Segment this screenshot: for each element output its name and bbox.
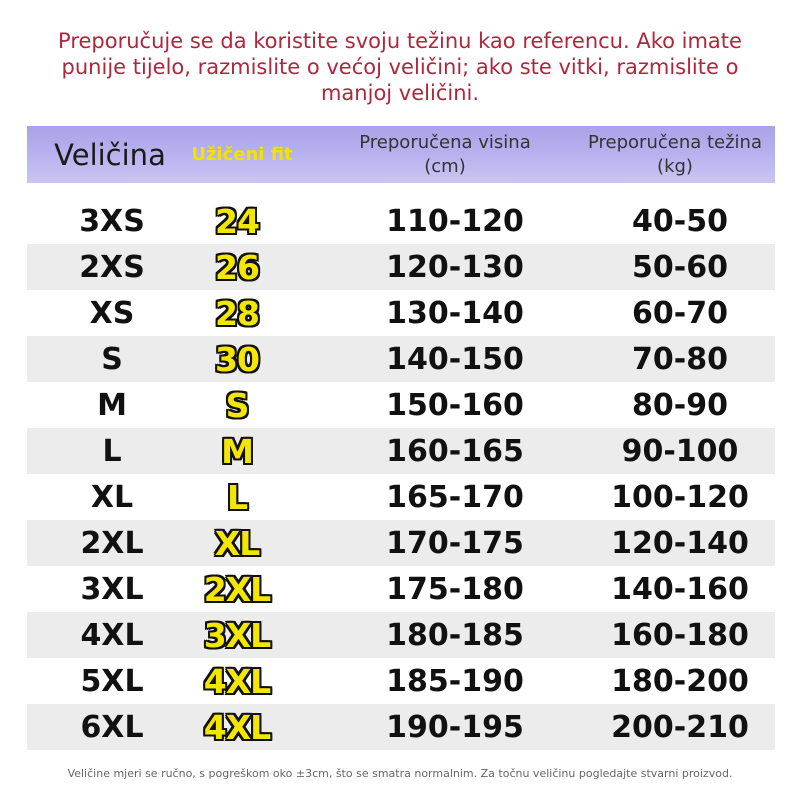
height-cell: 180-185 xyxy=(386,617,524,653)
fit-cell: L xyxy=(226,477,248,517)
weight-cell: 140-160 xyxy=(611,571,749,607)
weight-cell: 80-90 xyxy=(632,387,728,423)
table-row xyxy=(27,474,775,520)
size-cell: 2XL xyxy=(80,525,144,561)
header-size: Veličina xyxy=(54,137,166,172)
fit-cell: S xyxy=(225,385,249,425)
height-cell: 165-170 xyxy=(386,479,524,515)
weight-cell: 160-180 xyxy=(611,617,749,653)
height-cell: 190-195 xyxy=(386,709,524,745)
size-cell: 3XL xyxy=(80,571,144,607)
header-height: Preporučena visina (cm) xyxy=(359,131,531,177)
fit-cell: 4XL xyxy=(203,661,271,701)
weight-cell: 70-80 xyxy=(632,341,728,377)
size-cell: 4XL xyxy=(80,617,144,653)
weight-cell: 200-210 xyxy=(611,709,749,745)
size-cell: 5XL xyxy=(80,663,144,699)
height-cell: 175-180 xyxy=(386,571,524,607)
height-cell: 120-130 xyxy=(386,249,524,285)
measurement-footnote: Veličine mjeri se ručno, s pogreškom oko ±3cm, što se smatra normalnim. Za točnu veličinu pogledajte stvarni proizvod. xyxy=(67,767,733,780)
weight-cell: 180-200 xyxy=(611,663,749,699)
size-cell: 3XS xyxy=(79,203,145,239)
size-cell: 2XS xyxy=(79,249,145,285)
fit-cell: M xyxy=(221,431,253,471)
size-cell: L xyxy=(102,433,122,469)
table-row xyxy=(27,428,775,474)
fit-cell: 2XL xyxy=(203,569,271,609)
fit-cell: 3XL xyxy=(203,615,271,655)
height-cell: 185-190 xyxy=(386,663,524,699)
fit-cell: 24 xyxy=(215,201,259,241)
header-weight: Preporučena težina (kg) xyxy=(587,131,762,177)
weight-cell: 100-120 xyxy=(611,479,749,515)
size-cell: XS xyxy=(89,295,135,331)
size-cell: XL xyxy=(90,479,134,515)
height-cell: 160-165 xyxy=(386,433,524,469)
size-cell: 6XL xyxy=(80,709,144,745)
fit-cell: 4XL xyxy=(203,707,271,747)
size-recommendation-notice: Preporučuje se da koristite svoju težinu kao referencu. Ako imate punije tijelo, razmislite o većoj veličini; ako ste vitki, razmislite o manjoj veličini. xyxy=(58,29,742,105)
fit-cell: 28 xyxy=(215,293,259,333)
table-row xyxy=(27,704,775,750)
fit-cell: XL xyxy=(214,523,260,563)
weight-cell: 120-140 xyxy=(611,525,749,561)
height-cell: 110-120 xyxy=(386,203,524,239)
table-row xyxy=(27,566,775,612)
height-cell: 140-150 xyxy=(386,341,524,377)
table-row xyxy=(27,198,775,244)
table-row xyxy=(27,290,775,336)
table-row xyxy=(27,382,775,428)
size-table-body xyxy=(27,198,775,750)
weight-cell: 50-60 xyxy=(632,249,728,285)
height-cell: 130-140 xyxy=(386,295,524,331)
table-row xyxy=(27,520,775,566)
table-row xyxy=(27,336,775,382)
fit-cell: 30 xyxy=(215,339,259,379)
size-cell: S xyxy=(101,341,123,377)
fit-cell: 26 xyxy=(215,247,259,287)
table-row xyxy=(27,658,775,704)
height-cell: 150-160 xyxy=(386,387,524,423)
size-cell: M xyxy=(97,387,127,423)
weight-cell: 90-100 xyxy=(621,433,739,469)
table-row xyxy=(27,612,775,658)
weight-cell: 40-50 xyxy=(632,203,728,239)
height-cell: 170-175 xyxy=(386,525,524,561)
table-row xyxy=(27,244,775,290)
size-table-header xyxy=(27,126,775,183)
weight-cell: 60-70 xyxy=(632,295,728,331)
header-fit: Užičeni fit xyxy=(191,144,293,165)
